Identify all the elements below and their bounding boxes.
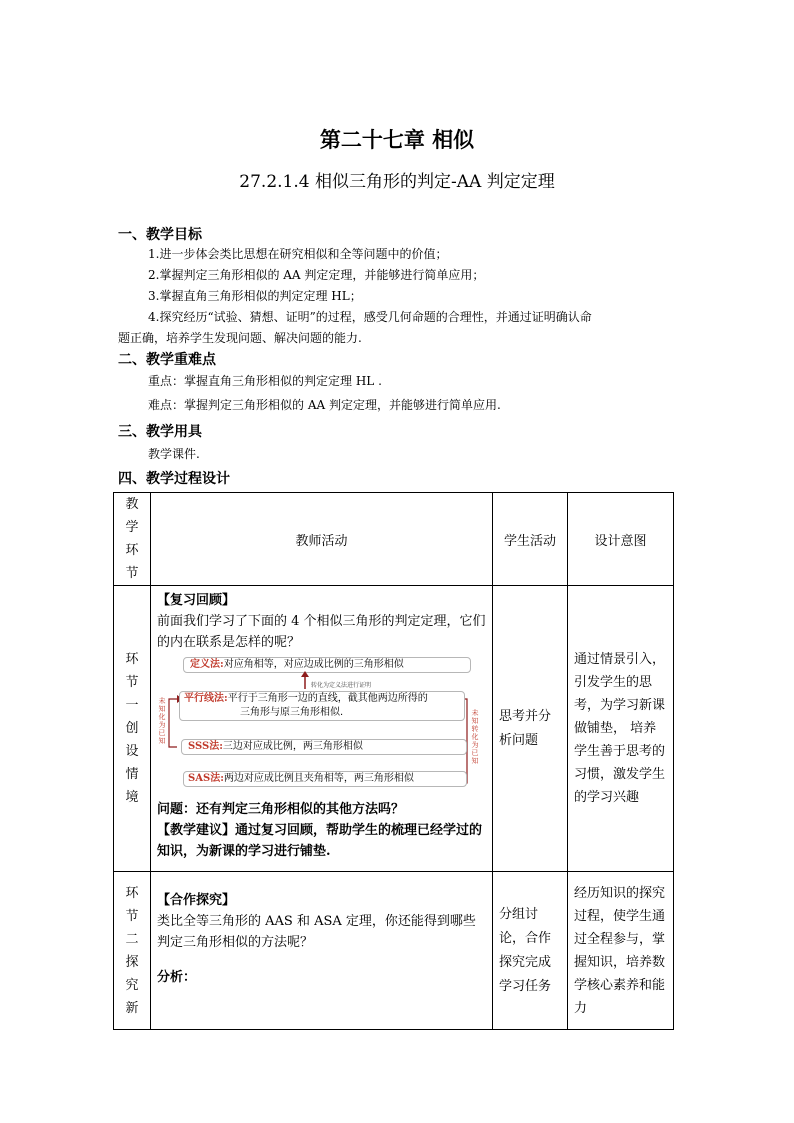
arrow-head [301,671,309,677]
analysis-label: 分析： [157,970,197,985]
teacher-activity-cell [151,586,493,872]
tools-heading: 三、教学用具 [118,424,202,440]
goals-heading: 一、教学目标 [118,227,202,243]
table-row [114,872,674,1030]
focus-label: 重点： [148,374,185,388]
lesson-title: 27.2.1.4 相似三角形的判定-AA 判定定理 [239,172,555,192]
right-side-label: 未知转化为已知 [471,709,479,765]
table-row [114,586,674,872]
key-heading: 二、教学重难点 [118,352,216,368]
goal-item: 3.掌握直角三角形相似的判定定理 HL； [148,289,362,303]
tools-text: 教学课件. [148,447,200,461]
review-heading: 【复习回顾】 [157,593,236,608]
goal-item: 2.掌握判定三角形相似的 AA 判定定理，并能够进行简单应用； [148,268,485,282]
arrow-label: 转化为定义法进行证明 [311,682,372,689]
chapter-title: 第二十七章 相似 [319,127,475,152]
goal-item: 题正确，培养学生发现问题、解决问题的能力. [118,331,362,345]
student-activity-cell: 思考并分析问题 [493,586,568,872]
design-intent-cell: 经历知识的探究过程，使学生通过全程参与，掌握知识，培养数学核心素养和能力 [568,872,674,1030]
left-side-label: 未知化为已知 [158,697,166,745]
definition-box: 定义法:对应角相等，对应边成比例的三角形相似 [183,657,471,673]
design-intent-cell: 通过情景引入，引发学生的思考，为学习新课做铺垫， 培养学生善于思考的习惯，激发学生的学习兴趣 [568,586,674,872]
process-heading: 四、教学过程设计 [118,471,230,487]
explore-heading: 【合作探究】 [157,893,236,908]
student-header: 学生活动 [493,493,568,586]
difficulty-label: 难点： [148,398,185,412]
goal-item: 1.进一步体会类比思想在研究相似和全等问题中的价值； [148,247,448,261]
review-intro: 前面我们学习了下面的 4 个相似三角形的判定定理，它们的内在联系是怎样的呢？ [157,614,486,650]
theorem-diagram [157,655,479,797]
focus-text: 掌握直角三角形相似的判定定理 HL . [184,374,382,388]
stage-header: 教 学 环 节 [114,493,151,586]
lesson-process-table [113,492,674,1030]
stage-cell: 环 节 一 创 设 情 境 [114,586,151,872]
review-question: 问题：还有判定三角形相似的其他方法吗？ [157,802,405,817]
goal-item: 4.探究经历“试验、猜想、证明”的过程，感受几何命题的合理性，并通过证明确认命 [148,310,592,324]
sas-box: SAS法:两边对应成比例且夹角相等，两三角形相似 [183,771,467,787]
difficulty-line [148,396,501,415]
parallel-box: 平行线法:平行于三角形一边的直线，截其他两边所得的 三角形与原三角形相似. [179,691,465,721]
explore-text: 类比全等三角形的 AAS 和 ASA 定理，你还能得到哪些判定三角形相似的方法呢？ [157,914,476,950]
teacher-activity-cell [151,872,493,1030]
difficulty-text: 掌握判定三角形相似的 AA 判定定理，并能够进行简单应用. [184,398,501,412]
teacher-header: 教师活动 [151,493,493,586]
intent-header: 设计意图 [568,493,674,586]
focus-line [148,372,382,391]
stage-cell: 环 节 二 探 究 新 [114,872,151,1030]
teaching-suggestion: 【教学建议】通过复习回顾，帮助学生的梳理已经学过的知识，为新课的学习进行铺垫. [157,823,483,859]
student-activity-cell: 分组讨论，合作探究完成学习任务 [493,872,568,1030]
sss-box: SSS法:三边对应成比例，两三角形相似 [181,739,467,755]
table-header-row [114,493,674,586]
left-bracket [169,699,177,747]
